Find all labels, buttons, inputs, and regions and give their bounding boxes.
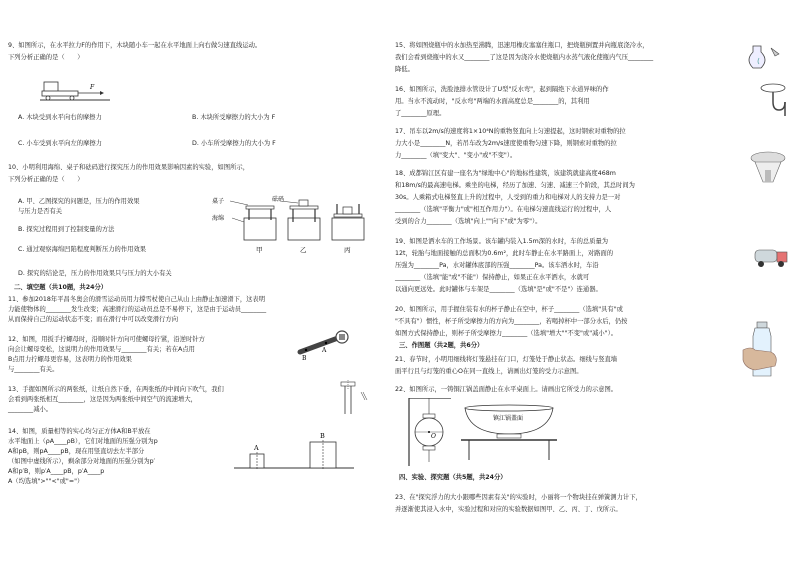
label-bing: 丙 — [344, 246, 351, 254]
q13-paper-figure — [335, 380, 369, 420]
q20-line2: "不具有"）惯性，杯子所受摩擦力的方向为________，若喝掉杯中一部分水后，仍按 — [395, 318, 628, 325]
q16-drain-figure — [759, 82, 789, 118]
truck-cab — [777, 252, 787, 262]
q9-option-d: D. 小车所受摩擦力的大小为 F — [192, 140, 276, 147]
point-a-label: A — [322, 347, 327, 354]
label-sponge: 海绵 — [212, 215, 225, 222]
q12-wrench-figure — [296, 330, 354, 364]
q18-line1: 18、成都锦江区有建一座名为"绿地中心"的地标性建筑，该建筑就建高度468m — [395, 170, 616, 177]
cart-wheel — [46, 96, 50, 100]
weight-block — [299, 200, 308, 206]
q9-line2: 下列分析正确的是（ ） — [8, 54, 84, 61]
q9-option-b: B. 木块所受摩擦力的大小为 F — [192, 114, 276, 121]
q12-line4: 与________有关。 — [8, 366, 59, 373]
section-3-title: 三、作图题（共2题，共6分） — [399, 342, 484, 349]
label-jia: 甲 — [256, 246, 263, 254]
q11-line1: 11、参加2018年平昌冬奥会的滑雪运动员用力撑雪杖使自己从山上由静止加速滑下，这表明 — [8, 296, 266, 303]
q20-line1: 20、如图所示，用手握住装有水的杯子静止在空中，杯子________（选填"具有"或 — [395, 306, 623, 313]
water-tank — [755, 250, 777, 262]
q14-line2: 水平地面上（ρA____ρB），它们对地面的压强分别为p — [8, 438, 158, 445]
q16-line3: 了________原理。 — [395, 110, 446, 117]
section-4-title: 四、实验、探究题（共5题，共24分） — [399, 474, 507, 481]
q9-line1: 9、如图所示，在水平拉力F的作用下，木块随小车一起在水平地面上向右做匀速直线运动。 — [8, 42, 262, 49]
sponge-bing — [332, 218, 364, 240]
q14-line5: A和p′B，则p′A____pB，p′A____p — [8, 468, 105, 475]
center-o-label: O — [431, 433, 436, 440]
q9-option-a: A. 木块受到水平向右的摩擦力 — [18, 114, 102, 121]
q15-flask-figure — [745, 44, 785, 78]
label-table: 桌子 — [212, 198, 225, 205]
q10-option-b: B. 探究过程用到了控制变量的方法 — [18, 226, 115, 233]
q19-line1: 19、如图是洒水车的工作场景。该车罐内装入1.5m深的水时，车的总质量为 — [395, 238, 609, 245]
q17-line2: 力大小是________N，若吊车改为2m/s速度使重物匀速下降，则钢索对重物的拉 — [395, 140, 617, 147]
q14-line3: A和pB，则pA____pB，现在用竖直切去左半部分 — [8, 448, 145, 455]
q11-line3: 从而保持自己的运动状态不变；而在滑行中可以改变滑行方向 — [8, 316, 179, 323]
q21-line1: 21、春节时，小明用细线将灯笼悬挂在门口，灯笼处于静止状态。细线与竖直墙 — [395, 356, 618, 363]
q18-line4: ________（选填"平衡力"或"相互作用力"）。在电梯匀速直线运行的过程中，人 — [395, 206, 612, 213]
q12-line2: 向会让螺母变松，这说明力的作用效果与________有关；若在A点用 — [8, 346, 195, 353]
q12-line3: B点用力拧螺母更容易，这表明力的作用效果 — [8, 356, 132, 363]
left-column — [0, 0, 385, 562]
q17-line3: 力________（填"变大"、"变小"或"不变"）。 — [395, 152, 517, 159]
q13-line1: 13、手握如图所示的两张纸，让纸自然下垂，在两张纸的中间向下吹气，我们 — [8, 386, 224, 393]
q14-line1: 14、如图，质量相等的实心均匀正方体A和B平放在 — [8, 428, 151, 435]
q10-option-d: D. 探究的结论是，压力的作用效果只与压力的大小有关 — [18, 270, 172, 277]
q17-line1: 17、吊车以2m/s的速度将1×10⁴N的重物竖直向上匀速提起，这时钢索对重物的拉 — [395, 128, 626, 135]
q14-line4: （如图中虚线所示），剩余部分对地面的压强分别为p′ — [8, 458, 156, 465]
q23-line2: 并逐渐使其浸入水中，实验过程和对应的实验数据如图甲、乙、丙、丁、戊所示。 — [395, 506, 622, 513]
q16-line1: 16、如图所示，洗脸池排水管设计了U型"反水弯"，起到隔绝下水道异味的作 — [395, 86, 609, 93]
q10-line2: 下列分析正确的是（ ） — [8, 176, 84, 183]
q10-line1: 10、小明利用海绵、桌子和砝码进行探究压力的作用效果影响因素的实验，如图所示， — [8, 164, 249, 171]
cube-a-label: A — [254, 444, 259, 452]
q12-line1: 12、如图，用扳手拧螺母时，沿顺时针方向可使螺母拧紧，沿逆时针方 — [8, 336, 205, 343]
q18-building-figure — [749, 148, 787, 186]
q14-cube-figure — [234, 430, 354, 470]
wood-block — [44, 82, 58, 92]
right-column — [395, 0, 794, 562]
q19-line3: 压强为________Pa，水对罐体底部的压强________Pa。该车洒水时，车沿 — [395, 262, 599, 269]
q18-line5: 受到的合力________（选填"向上""向下"或"为零"）。 — [395, 218, 542, 225]
q15-line2: 我们会看到烧瓶中的水又________了这是因为浇冷水使烧瓶内水蒸气液化使瓶内气压________ — [395, 54, 654, 61]
sponge-jia — [244, 218, 276, 240]
q21-lantern-figure — [405, 398, 455, 468]
cart-body — [42, 91, 78, 96]
q9-option-c: C. 小车受到水平向左的摩擦力 — [18, 140, 102, 147]
table-top — [246, 206, 274, 209]
label-weight: 砝码 — [272, 196, 285, 203]
label-yi: 乙 — [300, 246, 307, 254]
q22-bowl-figure — [459, 404, 559, 460]
hand — [743, 348, 776, 370]
q19-sprinkler-truck — [753, 246, 789, 270]
u-trap — [773, 92, 785, 110]
q20-bottle-figure — [741, 320, 785, 386]
q10-option-c: C. 通过观察海绵凹陷程度判断压力的作用效果 — [18, 246, 147, 253]
cart-wheel — [70, 96, 74, 100]
q14-line6: A（均选填">""<"或"="） — [8, 478, 84, 485]
q16-line2: 用。当水不流动时，"反水弯"两端的水面高度总是________的，其利用 — [395, 98, 590, 105]
flask — [749, 46, 765, 68]
q23-line1: 23、在"探究浮力的大小跟哪些因素有关"的实验时，小丽将一个物块挂在弹簧测力计下， — [395, 494, 642, 501]
point-b-label: B — [302, 355, 307, 362]
q13-line2: 会看到两张纸相互________，这是因为两张纸中间空气的流速增大， — [8, 396, 197, 403]
q19-line5: 以通向更远处。此时罐体与车架是________（选填"是"或"不是"）连通器。 — [395, 286, 602, 293]
q18-line3: 30s。人乘箱式电梯竖直上升的过程中，人受到的重力和电梯对人的支持力是一对 — [395, 194, 621, 201]
force-label: F — [90, 84, 95, 91]
q10-sponge-figure — [210, 190, 380, 262]
q19-line4: ________（选填"能"或"不能"）保持静止，如果正在水平洒水，水就可 — [395, 274, 590, 281]
q20-line3: 如图方式保持静止，则杯子所受摩擦力________（选填"增大""不变"或"减小"）。 — [395, 330, 618, 337]
section-2-title: 二、填空题（共10题，共24分） — [14, 284, 108, 291]
q21-line2: 面平行且与灯笼的重心O在同一直线上，请画出灯笼的受力示意图。 — [395, 368, 583, 375]
q22-line1: 22、如图所示，一铸铜江锅盖面静止在水平桌面上。请画出它所受力的示意图。 — [395, 386, 618, 393]
q9-cart-figure — [40, 78, 110, 102]
q15-line3: 降低。 — [395, 66, 414, 73]
bowl-text: 镇江锅盖面 — [493, 415, 524, 422]
cube-b-label: B — [320, 432, 325, 440]
q11-line2: 力能使物体的________发生改变；高速滑行的运动员总是不易停下，这是由于运动员________ — [8, 306, 267, 313]
q13-line3: ________减小。 — [8, 406, 53, 413]
q18-line2: 和18m/s的最高速电梯。乘坐的电梯，经历了加速、匀速、减速三个阶段，其总时间为 — [395, 182, 635, 189]
q10-option-a2: 与压力是否有关 — [18, 208, 63, 215]
q19-line2: 12t，轮胎与地面接触的总面积为0.6m²，此时车静止在水平路面上，对路面的 — [395, 250, 614, 257]
sink-basin — [761, 84, 785, 92]
q15-line1: 15、将如图烧瓶中的水加热至沸腾，迅速用橡皮塞塞住瓶口，把烧瓶倒置并向瓶底浇冷水， — [395, 42, 649, 49]
q10-option-a1: A. 甲、乙图探究的问题是，压力的作用效果 — [18, 198, 140, 205]
